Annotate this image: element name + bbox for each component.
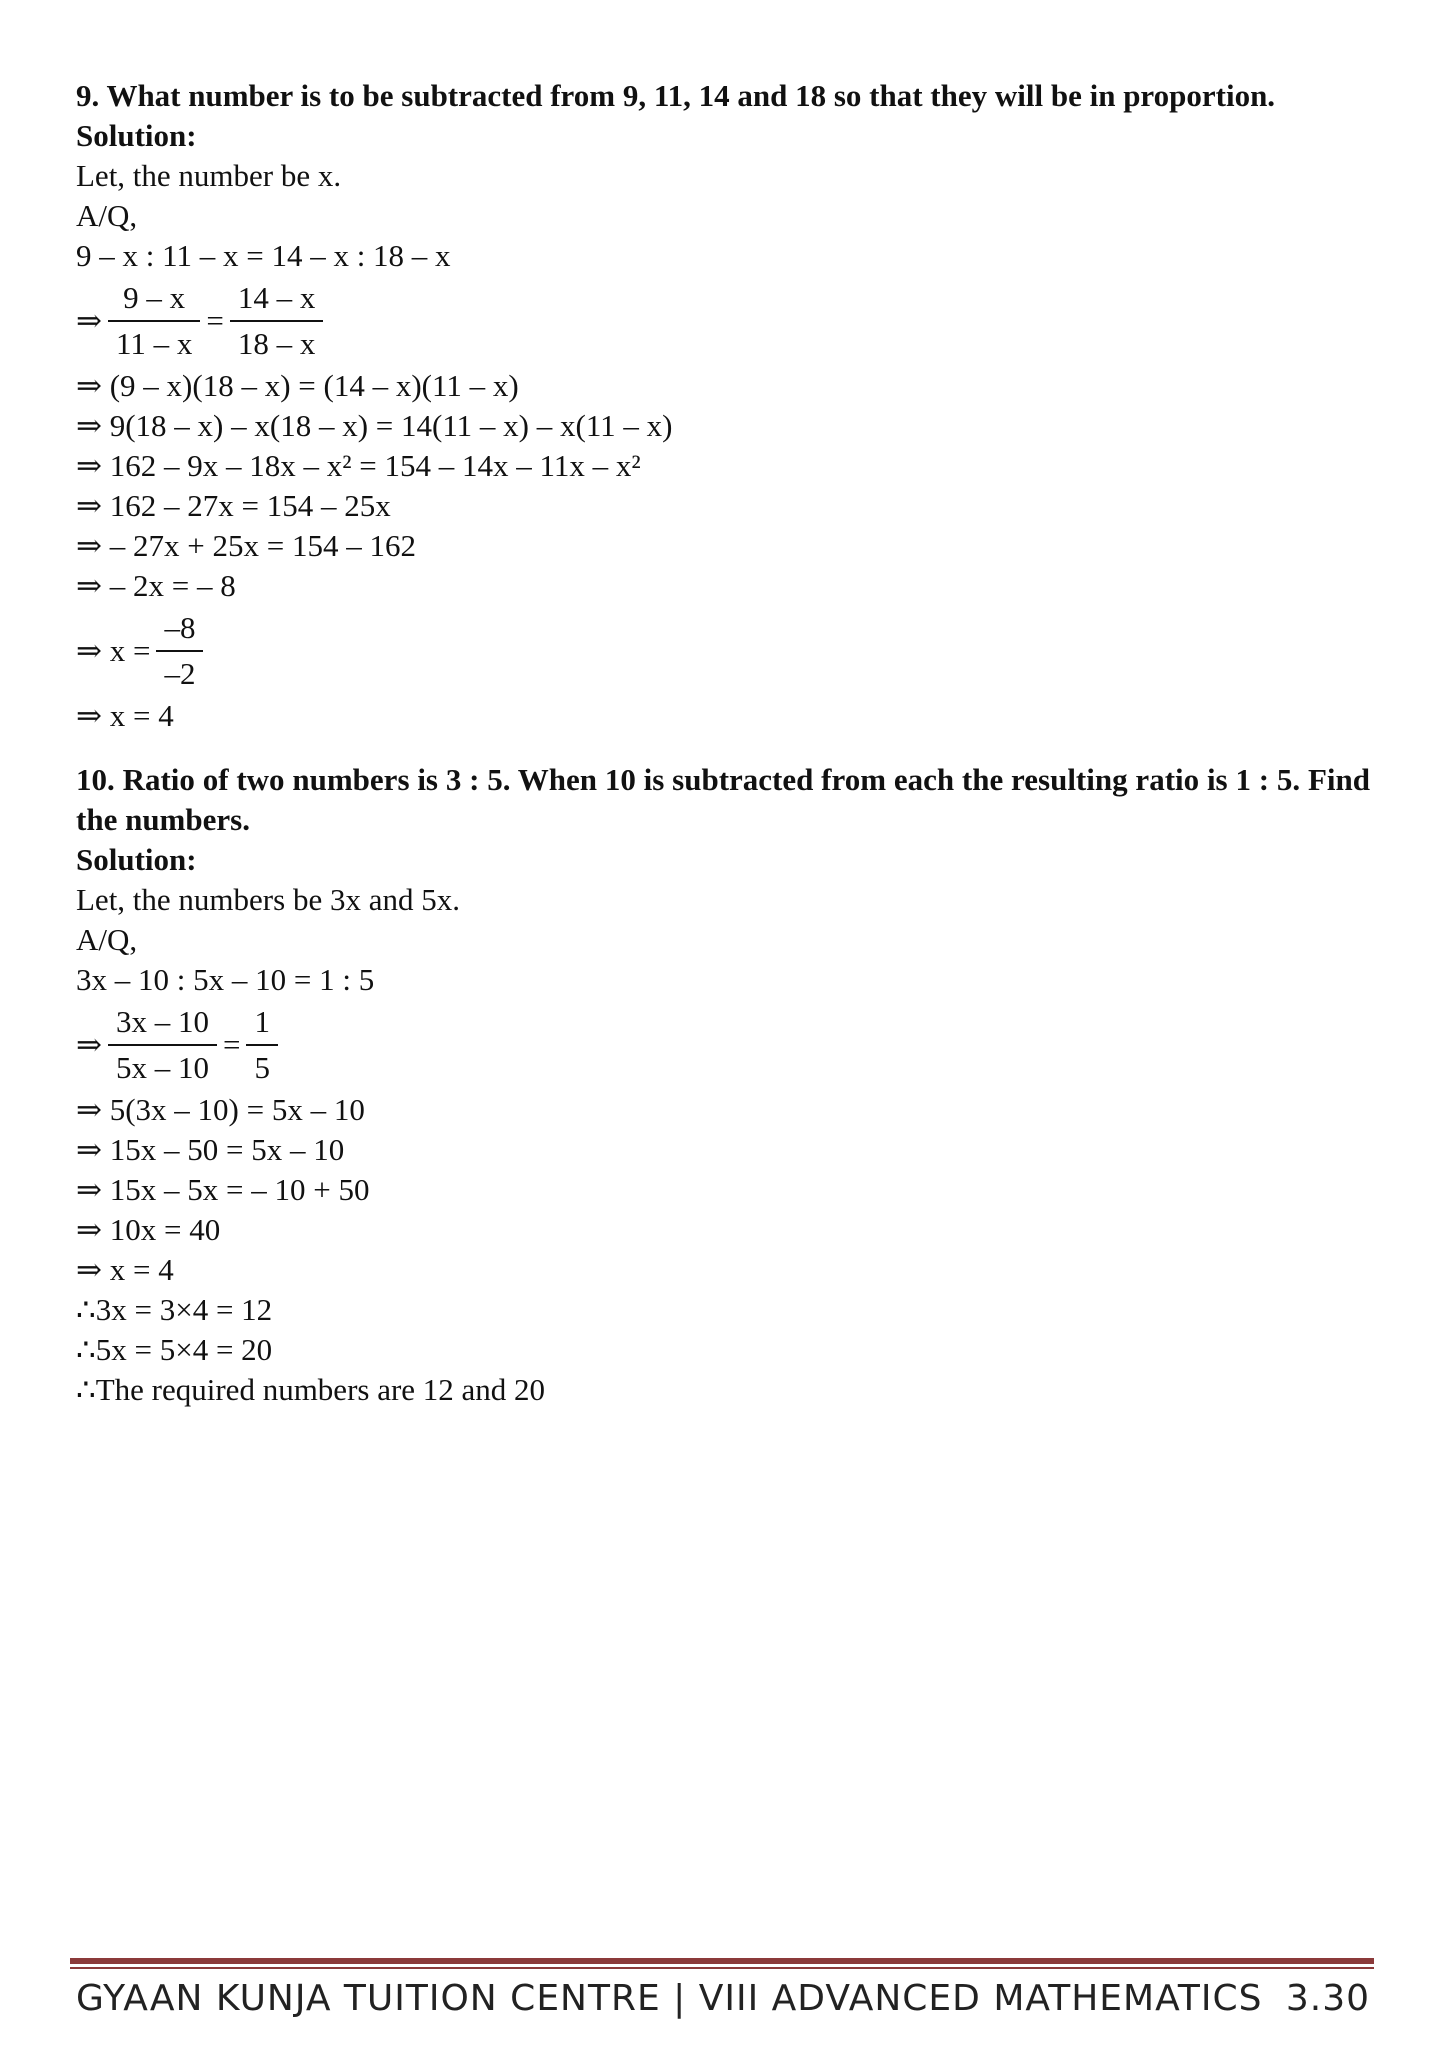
q9-line: ⇒ 162 – 27x = 154 – 25x: [76, 488, 391, 523]
footer-divider: [70, 1958, 1374, 1964]
q10-line: ⇒ x = 4: [76, 1252, 174, 1287]
q10-line: ∴5x = 5×4 = 20: [76, 1332, 273, 1367]
numerator: –8: [164, 610, 196, 645]
footer-divider-thin: [70, 1967, 1374, 1969]
q9-line: ⇒ – 27x + 25x = 154 – 162: [76, 528, 416, 563]
q10-fraction-equation: [76, 1004, 1370, 1086]
q10-line: Let, the numbers be 3x and 5x.: [76, 882, 460, 917]
numerator: 9 – x: [123, 280, 186, 315]
implies-arrow: ⇒: [76, 303, 102, 338]
page-footer: [76, 1978, 1370, 2019]
denominator: 11 – x: [108, 320, 200, 362]
q9-fraction-solve: [76, 610, 1370, 692]
q9-line: Let, the number be x.: [76, 158, 342, 193]
fraction: [108, 280, 200, 362]
fraction: [246, 1004, 278, 1086]
fraction: [108, 1004, 217, 1086]
q10-line: ∴3x = 3×4 = 12: [76, 1292, 273, 1327]
q9-line: ⇒ 9(18 – x) – x(18 – x) = 14(11 – x) – x(11 – x): [76, 408, 673, 443]
q10-line: ⇒ 15x – 50 = 5x – 10: [76, 1132, 345, 1167]
page-number: 3.30: [1285, 1978, 1370, 2019]
denominator: 18 – x: [230, 320, 324, 362]
solution-label-9: Solution:: [76, 118, 197, 153]
q9-line: A/Q,: [76, 198, 138, 233]
q9-line: ⇒ – 2x = – 8: [76, 568, 236, 603]
solution-label-10: Solution:: [76, 842, 197, 877]
fraction: [156, 610, 203, 692]
denominator: 5x – 10: [108, 1044, 217, 1086]
q9-line: 9 – x : 11 – x = 14 – x : 18 – x: [76, 238, 451, 273]
q9-fraction-equation: [76, 280, 1370, 362]
implies-arrow: ⇒: [76, 1027, 102, 1062]
numerator: 1: [254, 1004, 270, 1039]
q9-final: ⇒ x = 4: [76, 698, 174, 733]
q10-line: ⇒ 15x – 5x = – 10 + 50: [76, 1172, 370, 1207]
question-10: 10. Ratio of two numbers is 3 : 5. When 10 is subtracted from each the resulting ratio is 1 : 5. Find the numbers.: [76, 762, 1370, 837]
equals-sign: =: [222, 1027, 241, 1062]
denominator: –2: [156, 650, 203, 692]
footer-title: GYAAN KUNJA TUITION CENTRE | VIII ADVANCED MATHEMATICS: [76, 1978, 1263, 2019]
q10-line: ⇒ 10x = 40: [76, 1212, 221, 1247]
question-9: 9. What number is to be subtracted from 9, 11, 14 and 18 so that they will be in proportion.: [76, 78, 1276, 113]
prefix: ⇒ x =: [76, 633, 151, 668]
q10-line: A/Q,: [76, 922, 138, 957]
equals-sign: =: [206, 303, 224, 338]
q9-line: ⇒ (9 – x)(18 – x) = (14 – x)(11 – x): [76, 368, 519, 403]
q9-line: ⇒ 162 – 9x – 18x – x² = 154 – 14x – 11x – x²: [76, 448, 641, 483]
denominator: 5: [246, 1044, 278, 1086]
q10-line: ⇒ 5(3x – 10) = 5x – 10: [76, 1092, 365, 1127]
q10-line: ∴The required numbers are 12 and 20: [76, 1372, 546, 1407]
numerator: 14 – x: [237, 280, 316, 315]
page-content: [76, 76, 1370, 1410]
numerator: 3x – 10: [115, 1004, 209, 1039]
q10-line: 3x – 10 : 5x – 10 = 1 : 5: [76, 962, 375, 997]
fraction: [230, 280, 324, 362]
